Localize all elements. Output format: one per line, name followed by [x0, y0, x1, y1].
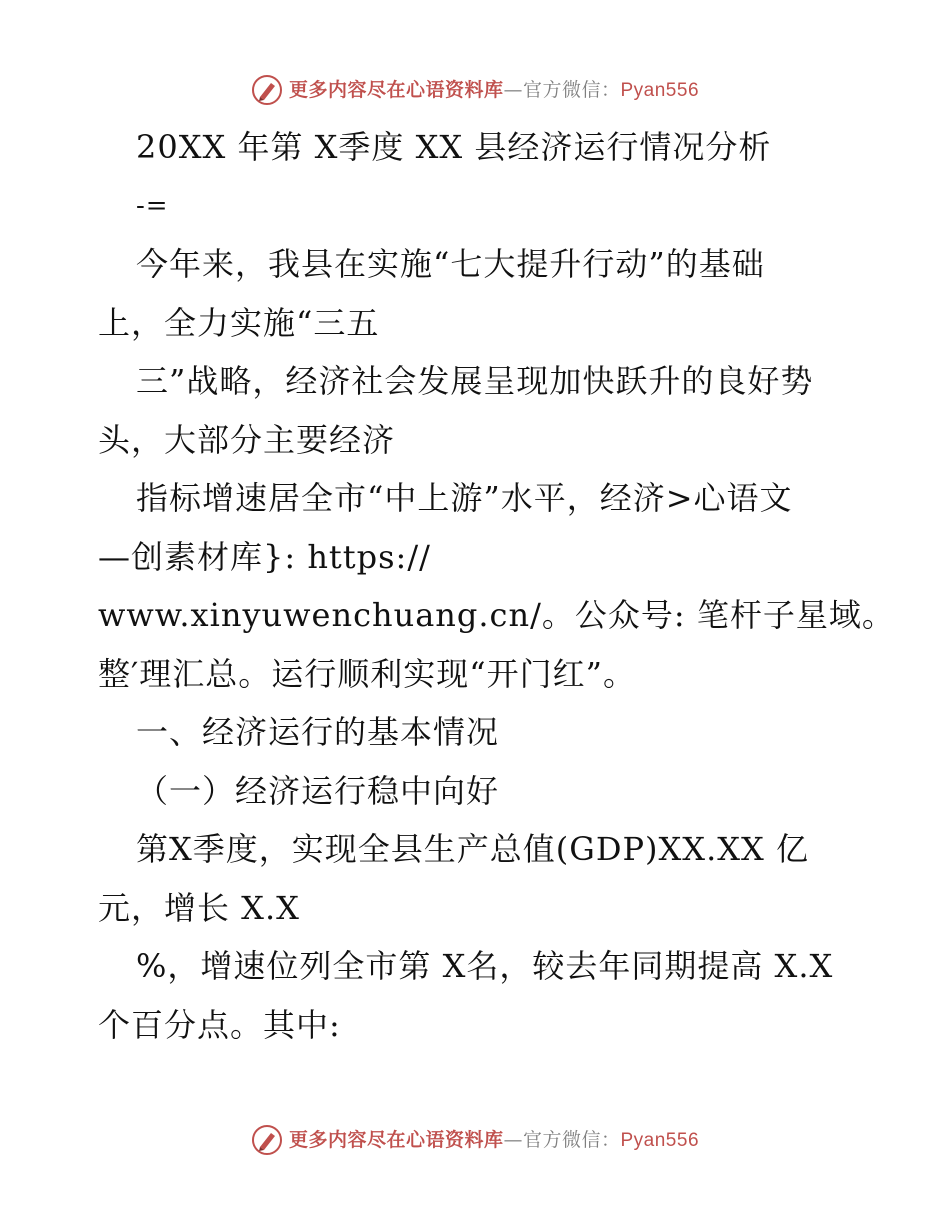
watermark-text: 更多内容尽在心语资料库—官方微信：Pyan556: [288, 1128, 700, 1151]
watermark-text: 更多内容尽在心语资料库—官方微信：Pyan556: [288, 78, 700, 101]
paragraph-line: 指标增速居全市“中上游”水平，经济>心语文: [136, 479, 793, 517]
paragraph-line: 今年来，我县在实施“七大提升行动”的基础: [136, 245, 765, 283]
paragraph-line: 整′理汇总。运行顺利实现“开门红”。: [98, 654, 636, 693]
watermark-footer: [0, 1120, 950, 1160]
subsection-heading: （一）经济运行稳中向好: [136, 771, 500, 810]
document-body: [98, 118, 895, 1054]
paragraph-line: 个百分点。其中:: [98, 1005, 341, 1044]
paragraph-line: %，增速位列全市第 X名，较去年同期提高 X.X: [136, 947, 834, 985]
stray-mark: -=: [136, 190, 169, 221]
section-heading: 一、经济运行的基本情况: [136, 713, 500, 751]
paragraph-line: 上，全力实施“三五: [98, 303, 380, 342]
pen-logo-icon: [251, 1124, 283, 1156]
url-line: www.xinyuwenchuang.cn/。公众号: 笔杆子星域。: [98, 596, 895, 634]
pen-logo-icon: [251, 74, 283, 106]
document-title: 20XX 年第 X季度 XX 县经济运行情况分析: [136, 128, 772, 166]
watermark-header: [0, 70, 950, 110]
paragraph-line: 元，增长 X.X: [98, 888, 300, 927]
paragraph-line: —创素材库}: https://: [98, 537, 431, 576]
paragraph-line: 第X季度，实现全县生产总值(GDP)XX.XX 亿: [136, 830, 809, 868]
paragraph-line: 头，大部分主要经济: [98, 420, 396, 459]
paragraph-line: 三”战略，经济社会发展呈现加快跃升的良好势: [136, 362, 814, 400]
